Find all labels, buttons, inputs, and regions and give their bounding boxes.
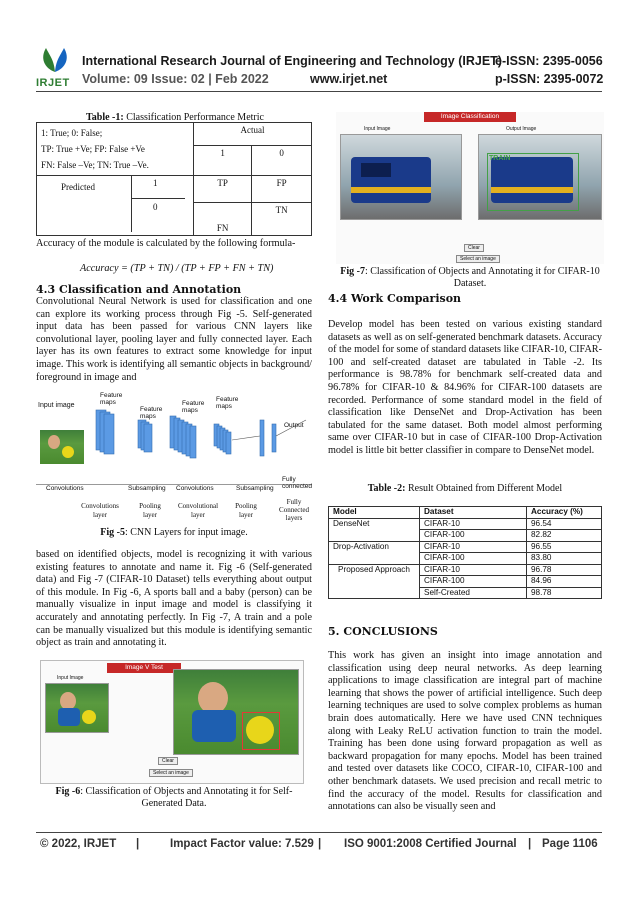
input-image-label: Input image xyxy=(38,402,75,409)
cnn-diagram xyxy=(36,390,312,522)
col-accuracy: Accuracy (%) xyxy=(527,507,602,519)
results-table xyxy=(328,506,602,599)
fig7-input-image xyxy=(340,134,462,220)
model-cell: DenseNet xyxy=(329,518,420,541)
cell-tn: TN xyxy=(252,203,312,236)
table-row xyxy=(329,541,602,553)
input-image-thumb xyxy=(40,430,84,464)
predicted-cell xyxy=(37,176,194,236)
metric-legend: 1: True; 0: False; TP: True +Ve; FP: False +Ve FN: False –Ve; TN: True –Ve. xyxy=(37,123,194,176)
volume-issue: Volume: 09 Issue: 02 | Feb 2022 xyxy=(82,72,269,86)
train-annotation: TRAIN xyxy=(489,155,511,162)
dataset-cell: CIFAR-100 xyxy=(420,576,527,588)
dataset-cell: CIFAR-10 xyxy=(420,518,527,530)
actual-col-0: 0 xyxy=(252,146,312,176)
footer-sep-2: | xyxy=(318,838,322,850)
fig7-input-label: Input Image xyxy=(364,126,391,132)
fig5-caption: Fig -5: CNN Layers for input image. xyxy=(100,527,248,538)
feature-maps-label-4: Feature maps xyxy=(216,396,239,410)
predicted-label: Predicted xyxy=(61,182,95,192)
dataset-cell: CIFAR-100 xyxy=(420,553,527,565)
accuracy-text: Accuracy of the module is calculated by the following formula- xyxy=(36,238,296,249)
metric-table xyxy=(36,122,312,236)
accuracy-cell: 82.82 xyxy=(527,530,602,542)
fig6-input-image xyxy=(45,683,109,733)
accuracy-cell: 96.55 xyxy=(527,541,602,553)
para-after-fig5: based on identified objects, model is recognizing it with various existing features to annotate and name it. Fig -6 (Self-generated data) and Fig -7 (CIFAR-10 Dataset) tells everything about output of this module. In Fig -6, A sports ball and a baby (person) can be manually visualize in input image and model is classifying it accurately and annotating perfectly. In Fig -7, A train and a pole can be manually visualized but this module is identifying semantic object as train and annotating it. xyxy=(36,549,312,649)
fig6-title: Image V Test xyxy=(107,663,181,673)
section-5-heading: 5. CONCLUSIONS xyxy=(328,625,438,638)
output-label: Output xyxy=(284,422,304,429)
col-dataset: Dataset xyxy=(420,507,527,519)
layer-5: Fully Connected layers xyxy=(279,498,309,522)
header-rule xyxy=(36,91,602,92)
model-cell: Drop-Activation xyxy=(329,541,420,564)
fig7-screenshot xyxy=(336,112,604,264)
accuracy-formula: Accuracy = (TP + TN) / (TP + FP + FN + TN) xyxy=(80,263,274,274)
footer-iso: ISO 9001:2008 Certified Journal xyxy=(344,838,517,850)
feature-maps-label-1: Feature maps xyxy=(100,392,123,406)
dataset-cell: Self-Created xyxy=(420,587,527,599)
fig7-caption: Fig -7: Classification of Objects and Annotating it for CIFAR-10 Dataset. xyxy=(340,266,600,289)
actual-header: Actual xyxy=(194,123,312,146)
cell-fp: FP xyxy=(252,176,312,203)
footer-rule xyxy=(36,832,602,833)
cell-fn: FN xyxy=(194,203,252,236)
fig7-clear-button[interactable]: Clear xyxy=(464,244,484,252)
fig6-clear-button[interactable]: Clear xyxy=(158,757,178,765)
fig6-select-button[interactable]: Select an image xyxy=(149,769,193,777)
section-44-paragraph: Develop model has been tested on various existing standard datasets as well as on self-generated benchmark datasets. Accuracy of the model for some of standard datasets like CIFAR-10, CIFAR-100 and self-created dataset are tabulated in Table -2. Its performance is 98.78% for benchmark self-created data and 96.78% for CIFAR-10 & 84.96% for CIFAR-100 datasets are recorded. Performance of some standard model in the field of classification like DenseNet and Drop-Activation has been tabulated for the same dataset. Both model almost performing same over CIFAR-10 but in case of CIFAR-100 Drop-Activation model is little bit better classifier in compare to DenseNet model. xyxy=(328,319,602,456)
fig7-title: Image Classification xyxy=(424,112,516,122)
eissn: e-ISSN: 2395-0056 xyxy=(495,54,603,68)
dataset-cell: CIFAR-100 xyxy=(420,530,527,542)
accuracy-cell: 96.54 xyxy=(527,518,602,530)
accuracy-cell: 84.96 xyxy=(527,576,602,588)
section-44-heading: 4.4 Work Comparison xyxy=(328,292,462,305)
stage-3: Convolutions xyxy=(176,485,214,492)
dataset-cell: CIFAR-10 xyxy=(420,564,527,576)
fig6-caption: Fig -6: Classification of Objects and Annotating it for Self-Generated Data. xyxy=(55,786,293,809)
fig7-output-image xyxy=(478,134,602,220)
table-row xyxy=(329,564,602,576)
table2-caption: Table -2: Result Obtained from Different Model xyxy=(367,483,563,494)
journal-logo xyxy=(36,44,74,89)
accuracy-cell: 83.80 xyxy=(527,553,602,565)
section-43-heading: 4.3 Classification and Annotation xyxy=(36,283,242,296)
feature-maps-label-2: Feature maps xyxy=(140,406,163,420)
col-model: Model xyxy=(329,507,420,519)
fig6-input-label: Input Image xyxy=(57,675,84,681)
footer-copyright: © 2022, IRJET xyxy=(40,838,117,850)
table-row xyxy=(329,518,602,530)
footer-sep-3: | xyxy=(528,838,532,850)
fig7-select-button[interactable]: Select an image xyxy=(456,255,500,263)
layer-4: Pooling layer xyxy=(235,502,257,519)
predicted-row-1: 1 xyxy=(153,178,158,188)
layer-3: Convolutional layer xyxy=(177,502,219,519)
section-5-paragraph: This work has given an insight into image annotation and classification using deep neural networks. As deep learning applications to image classification are integral part of machine learning that shows the power of artificial intelligence. Such deep learning techniques are used to solve complex problems as human brain does automatically. Here we have used CNN techniques along with Leaky ReLU activation function to train the model. Training has been done using forward propagation as well as backward propagation for many epochs. Model has been trained and tested over datasets like COCO, CIFAR-10, CIFAR-100 and other benchmark datasets. We used precision and recall metric to find the accuracy of the model. Results for classification and annotations can also be visually seen and xyxy=(328,650,602,813)
stage-1: Convolutions xyxy=(46,485,84,492)
cell-tp: TP xyxy=(194,176,252,203)
footer-page: Page 1106 xyxy=(542,838,598,850)
accuracy-cell: 98.78 xyxy=(527,587,602,599)
feature-maps-label-3: Feature maps xyxy=(182,400,205,414)
predicted-row-0: 0 xyxy=(153,202,158,212)
accuracy-cell: 96.78 xyxy=(527,564,602,576)
layer-1: Convolutions layer xyxy=(81,502,119,519)
pissn: p-ISSN: 2395-0072 xyxy=(495,72,604,86)
stage-5: Fully connected xyxy=(282,476,312,490)
footer-impact: Impact Factor value: 7.529 xyxy=(170,838,314,850)
stage-2: Subsampling xyxy=(128,485,166,492)
fig6-screenshot xyxy=(40,660,304,784)
table1-caption: Table -1: Classification Performance Metric xyxy=(86,112,264,123)
model-cell: Proposed Approach xyxy=(329,564,420,599)
actual-col-1: 1 xyxy=(194,146,252,176)
stage-4: Subsampling xyxy=(236,485,274,492)
fig7-output-label: Output Image xyxy=(506,126,537,132)
dataset-cell: CIFAR-10 xyxy=(420,541,527,553)
leaf-icon xyxy=(36,44,74,74)
section-43-paragraph: Convolutional Neural Network is used for classification and one can explore its working process through Fig -5. Self-generated input data has been passed for various CNN layers like convolutional layer, pooling layer and fully connected layer. Each layer has its own features to extract some knowledge for input image. This work is identifying all semantic objects in background/ foreground in image and xyxy=(36,296,312,383)
results-header-row xyxy=(329,507,602,519)
layer-2: Pooling layer xyxy=(139,502,161,519)
website: www.irjet.net xyxy=(310,72,388,86)
fig6-output-image xyxy=(173,669,299,755)
journal-title: International Research Journal of Engineering and Technology (IRJET) xyxy=(82,54,502,68)
footer-sep-1: | xyxy=(136,838,140,850)
logo-text: IRJET xyxy=(36,77,70,89)
